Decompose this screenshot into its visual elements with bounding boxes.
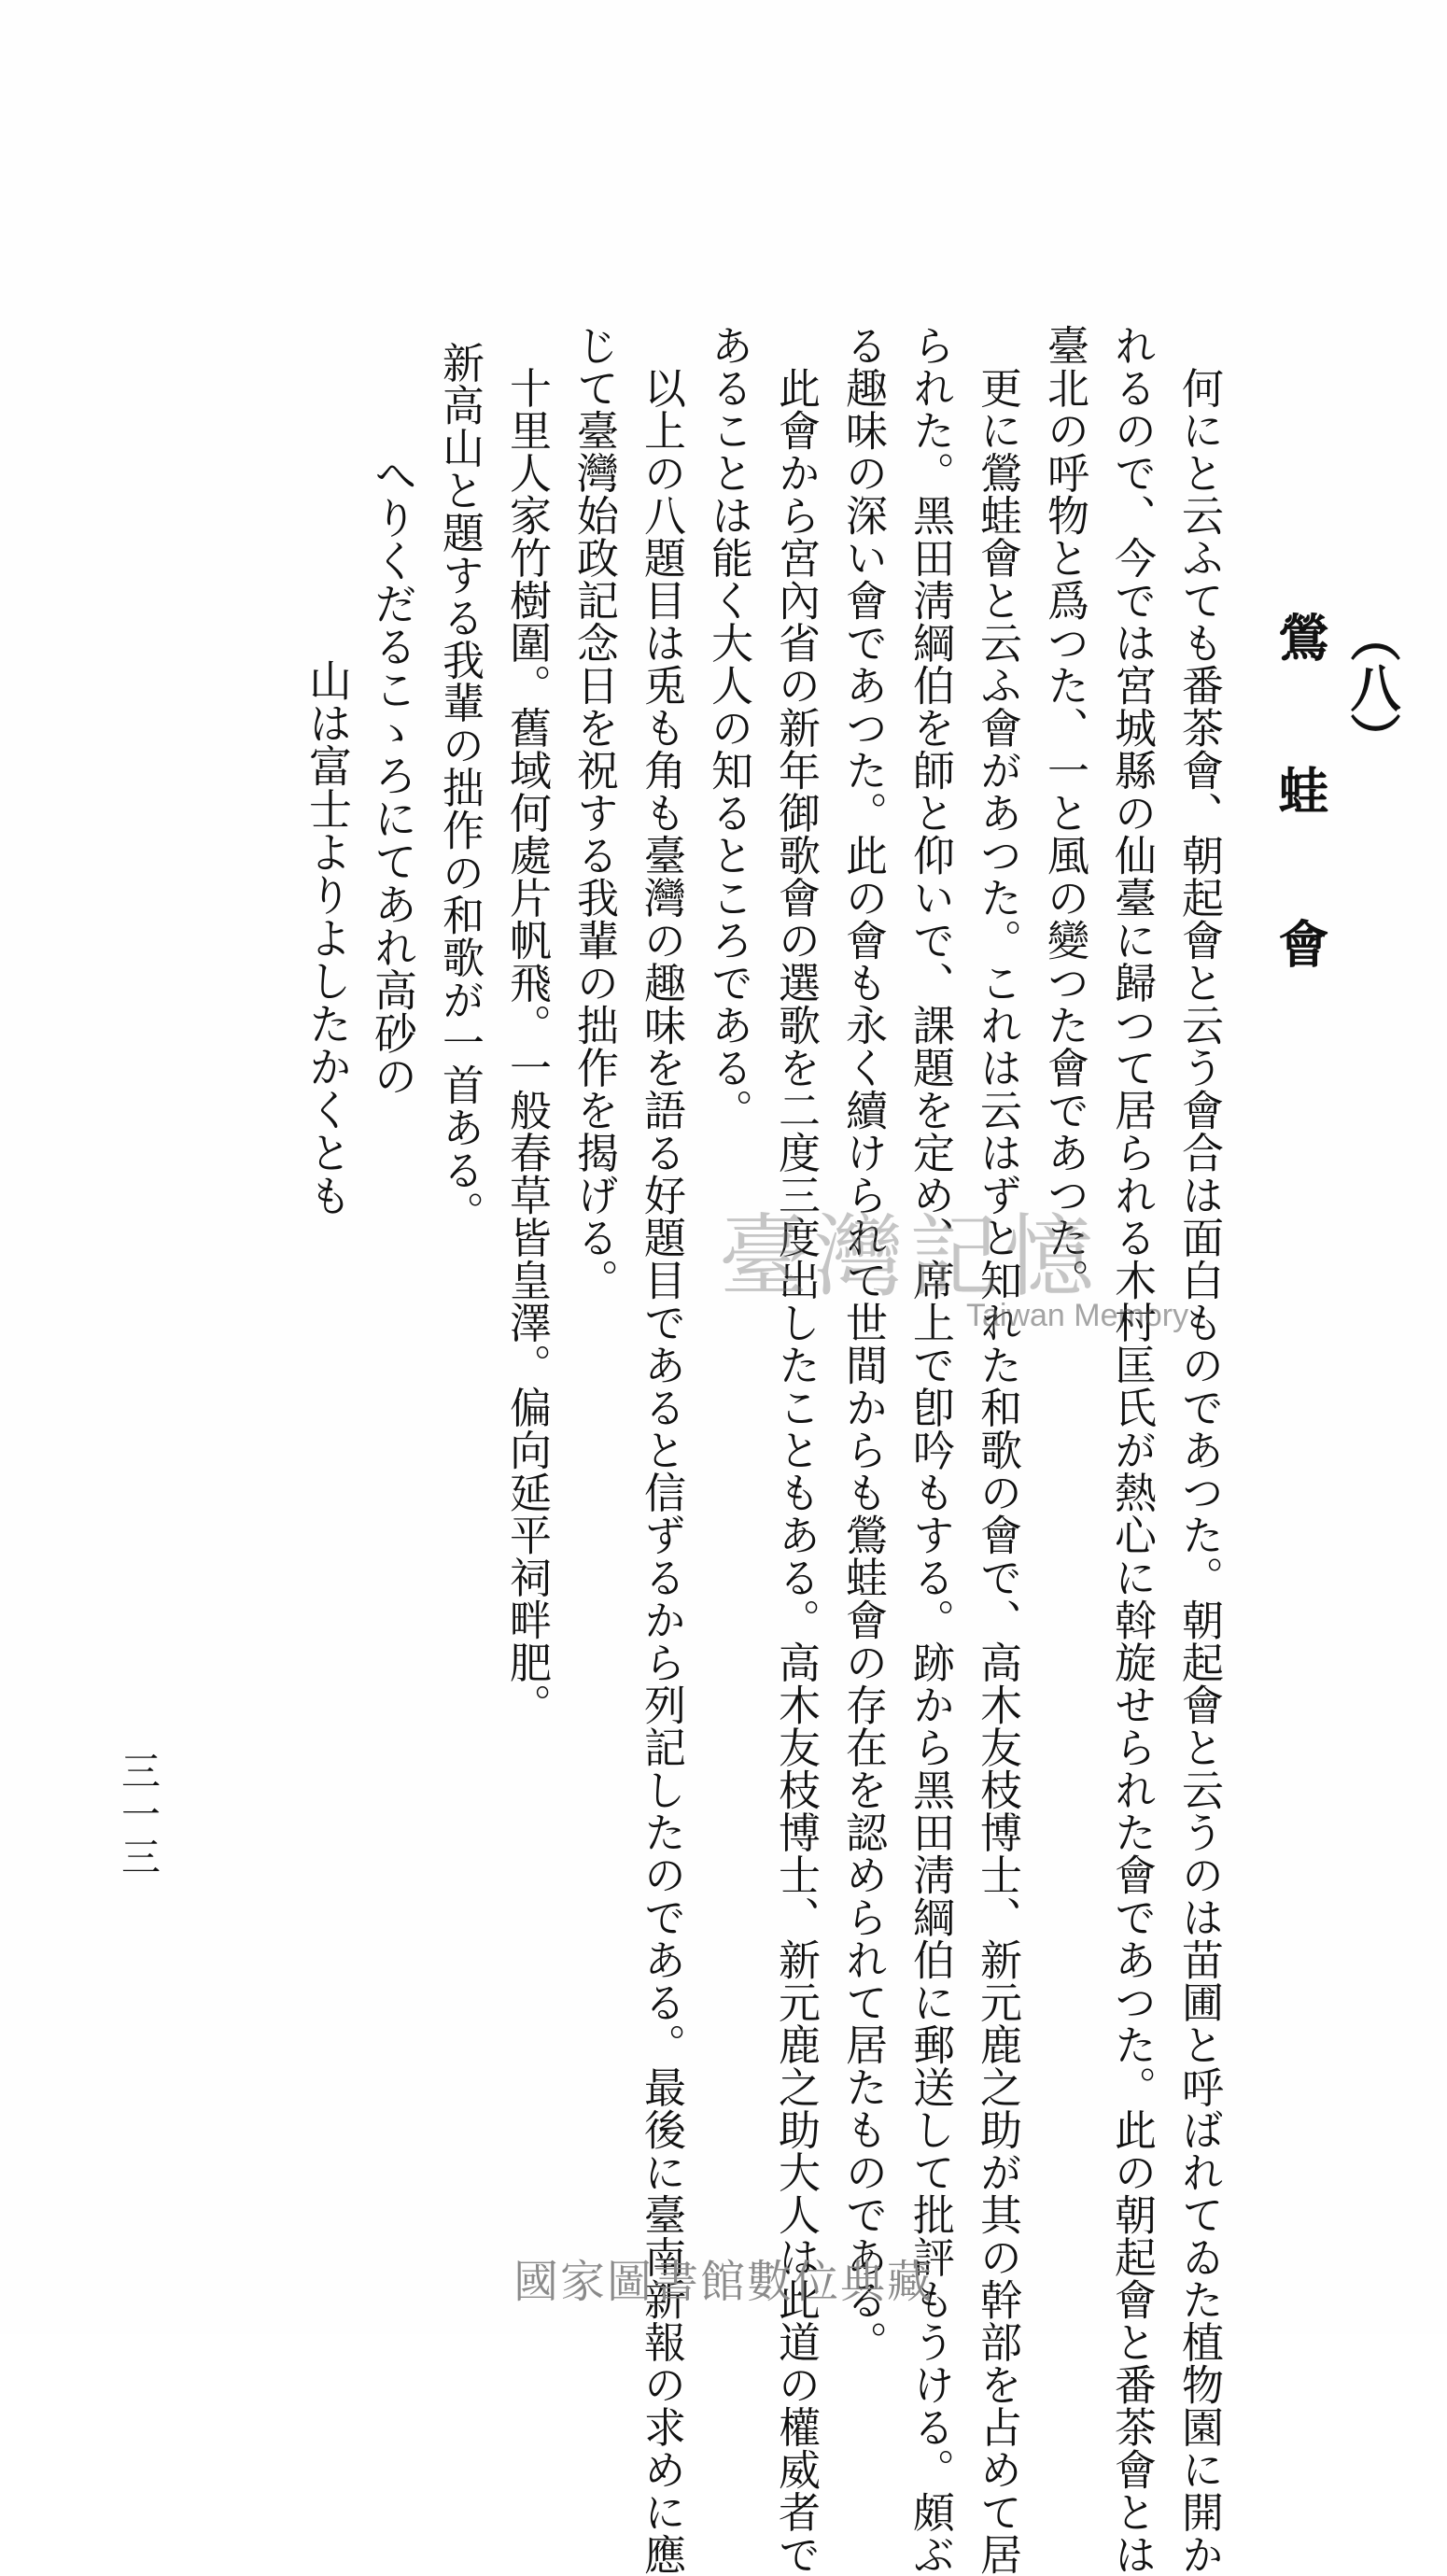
page-number: 三一三 — [116, 1751, 162, 1879]
body-column: れるので、今では宮城縣の仙臺に歸つて居られる木村匡氏が熱心に斡旋せられた會であつた。此の朝起會と番茶會とは — [1107, 324, 1157, 2576]
footer-credit: 國家圖書館數位典藏 — [513, 2256, 934, 2308]
watermark-subtext: Taiwan Memory — [966, 1298, 1189, 1333]
waka-line-2: 山は富士よりよしたかくとも — [302, 658, 353, 1217]
watermark-logo-text: 臺灣記憶 — [719, 1204, 1100, 1309]
section-title — [1265, 612, 1409, 1071]
body-column: 以上の八題目は兎も角も臺灣の趣味を語る好題目であると信ずるから列記したのである。最後に臺南新報の求めに應 — [637, 324, 686, 2576]
body-column: 此會から宮內省の新年御歌會の選歌を二度三度出したこともある。高木友枝博士、新元鹿之助大人は此道の權威者で — [771, 324, 821, 2576]
body-column: じて臺灣始政記念日を祝する我輩の拙作を揭げる。 — [569, 324, 619, 1302]
body-column: る趣味の深い會であつた。此の會も永く續けられて世間からも鶯蛙會の存在を認められて居たものである。 — [838, 324, 888, 2363]
body-column: あることは能く大人の知るところである。 — [704, 324, 753, 1132]
watermark — [719, 1186, 1204, 1335]
body-column: 更に鶯蛙會と云ふ會があつた。これは云はずと知れた和歌の會で、高木友枝博士、新元鹿之助が其の幹部を占めて居 — [973, 324, 1022, 2576]
kanshi-poem-column: 十里人家竹樹圍。舊域何處片帆飛。一般春草皆皇澤。偏向延平祠畔肥。 — [502, 324, 552, 1726]
body-column: 臺北の呼物と爲つた、一と風の變つた會であつた。 — [1040, 324, 1089, 1302]
body-column: 新高山と題する我輩の拙作の和歌が一首ある。 — [435, 299, 485, 1233]
waka-line-1: へりくだるこゝろにてあれ高砂の — [368, 453, 418, 1097]
body-column: られた。黑田淸綱伯を師と仰いで、課題を定め、席上で卽吟もする。跡から黑田淸綱伯に郵送して批評もうける。頗ぶ — [906, 324, 955, 2576]
section-number: （八） — [1342, 612, 1402, 763]
body-column: 何にと云ふても番茶會、朝起會と云う會合は面白ものであつた。朝起會と云うのは苗圃と呼ばれてゐた植物園に開か — [1174, 324, 1224, 2576]
section-title-text: 鶯蛙會 — [1271, 612, 1330, 1071]
